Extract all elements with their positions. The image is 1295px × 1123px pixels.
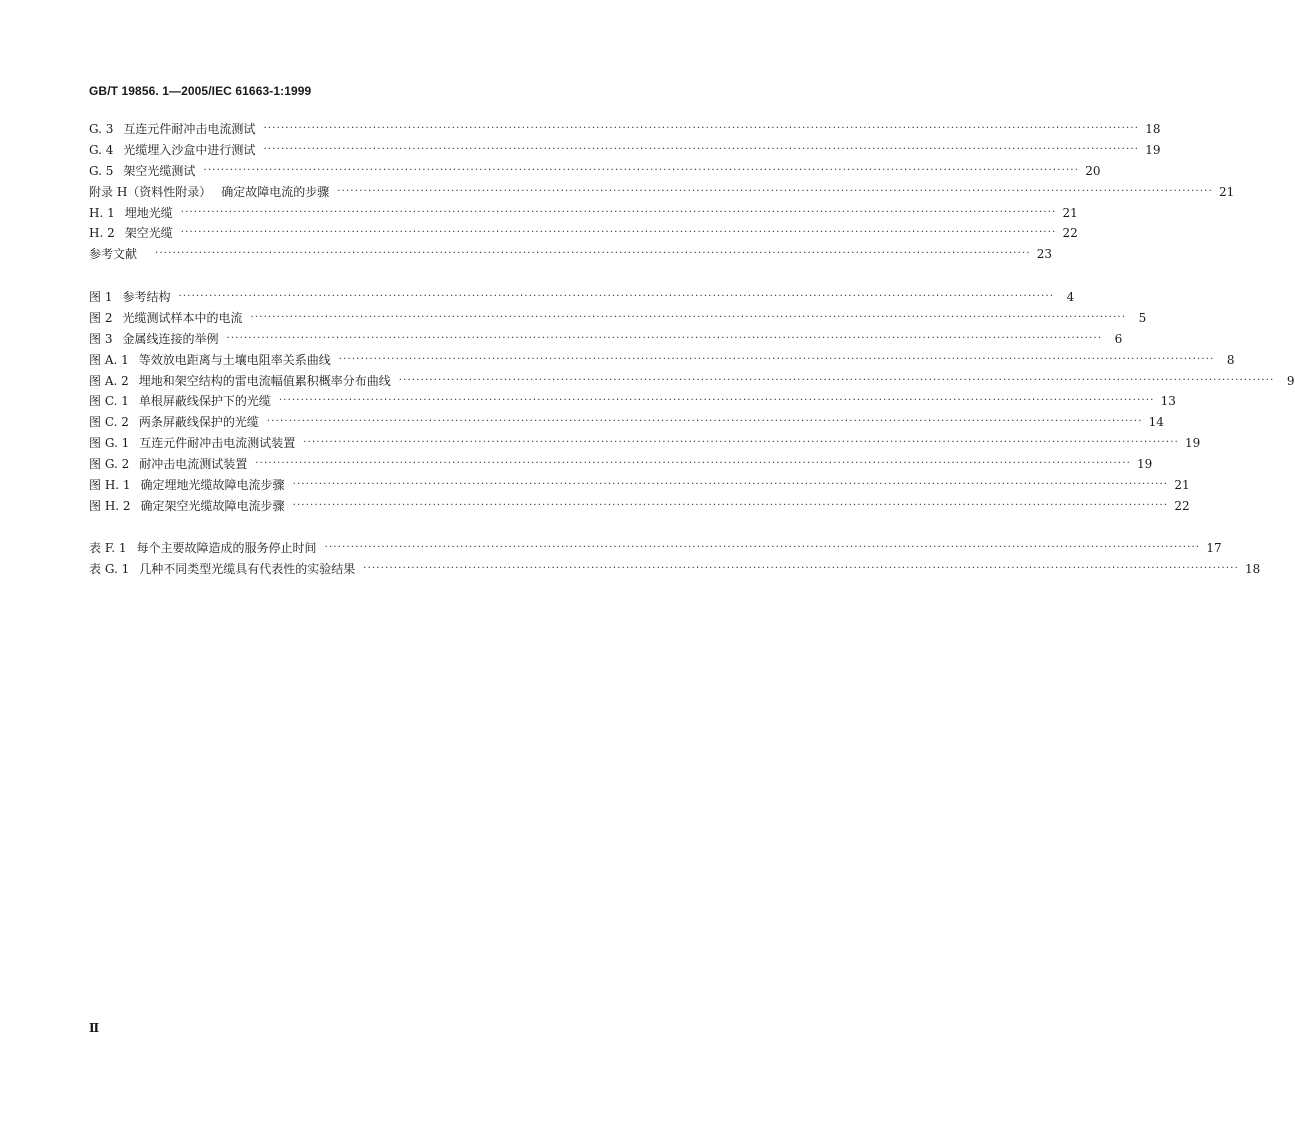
toc-entry[interactable]: [89, 475, 1190, 496]
toc-leader-dots: ········································································································································································································: [363, 562, 1240, 574]
toc-entry[interactable]: [89, 182, 1235, 203]
toc-entry[interactable]: [89, 287, 1075, 308]
toc-leader-dots: ········································································································································································································: [226, 332, 1103, 344]
toc-entry-label: [89, 538, 317, 559]
toc-entry-title: 互连元件耐冲击电流测试装置: [139, 436, 296, 451]
toc-entry-title: 架空光缆测试: [123, 163, 196, 178]
toc-entry-number: 图 2: [89, 310, 113, 325]
toc-entry-title: 埋地和架空结构的雷电流幅值累积概率分布曲线: [138, 373, 391, 388]
toc-entry-title: 确定埋地光缆故障电流步骤: [140, 478, 285, 493]
toc-entry[interactable]: [89, 244, 1053, 265]
toc-entry-label: [89, 161, 195, 182]
toc-entry-title: 参考结构: [122, 290, 171, 304]
toc-entry-page: 18: [1145, 122, 1161, 136]
toc-entry[interactable]: [89, 433, 1201, 454]
toc-entry[interactable]: [89, 223, 1078, 244]
toc-leader-dots: ········································································································································································································: [292, 499, 1169, 511]
toc-entry[interactable]: [89, 412, 1164, 433]
toc-entry[interactable]: [89, 496, 1190, 517]
toc-section-tables: [89, 538, 1261, 580]
toc-leader-dots: ········································································································································································································: [337, 185, 1214, 197]
toc-entry-page: 19: [1137, 457, 1153, 472]
toc-entry-title: 每个主要故障造成的服务停止时间: [136, 541, 317, 555]
toc-entry-title: 互连元件耐冲击电流测试: [123, 122, 256, 136]
toc-leader-dots: ········································································································································································································: [155, 248, 1031, 260]
toc-entry-number: H. 2: [89, 226, 115, 241]
toc-entry-number: G. 3: [89, 122, 114, 136]
toc-entry-label: [89, 391, 271, 412]
toc-entry-page: 17: [1206, 541, 1222, 555]
toc-entry-page: 21: [1062, 205, 1078, 220]
toc-entry-page: 21: [1174, 478, 1190, 493]
toc-entry-number: 图 A. 1: [89, 352, 129, 367]
toc-entry-number: 图 G. 1: [89, 436, 130, 451]
toc-entry-number: 图 G. 2: [89, 457, 130, 472]
toc-entry-number: 表 F. 1: [89, 541, 127, 555]
toc-entry-number: G. 5: [89, 163, 114, 178]
toc-entry-title: 等效放电距离与土壤电阻率关系曲线: [138, 352, 331, 367]
toc-entry-title: 几种不同类型光缆具有代表性的实验结果: [139, 561, 356, 576]
toc-entry-title: 确定架空光缆故障电流步骤: [140, 498, 285, 513]
toc-leader-dots: ········································································································································································································: [398, 374, 1275, 386]
toc-leader-dots: ········································································································································································································: [324, 542, 1201, 553]
toc-entry-label: [89, 329, 218, 350]
toc-leader-dots: ········································································································································································································: [250, 311, 1127, 323]
toc-entry-title: 光缆埋入沙盒中进行测试: [123, 142, 256, 157]
toc-entry-label: [89, 203, 173, 224]
toc-entry[interactable]: [89, 308, 1147, 329]
toc-entry[interactable]: [89, 350, 1235, 371]
toc-leader-dots: ········································································································································································································: [303, 437, 1180, 449]
toc-entry-title: 金属线连接的举例: [122, 331, 219, 346]
toc-entry-number: H. 1: [89, 205, 115, 220]
toc-entry-title: 埋地光缆: [124, 205, 173, 220]
toc-entry-label: [89, 119, 255, 140]
toc-entry-page: 19: [1185, 436, 1201, 451]
toc-entry-label: [89, 308, 242, 329]
toc-entry-page: 6: [1114, 331, 1123, 346]
toc-entry-page: 9: [1286, 373, 1295, 388]
toc-entry-page: 23: [1036, 247, 1053, 262]
toc-section-contents: [89, 119, 1235, 265]
toc-entry-title: 光缆测试样本中的电流: [122, 310, 243, 325]
toc-entry[interactable]: [89, 391, 1176, 412]
toc-entry[interactable]: [89, 559, 1261, 580]
toc-entry[interactable]: [89, 140, 1161, 161]
document-header: GB/T 19856. 1—2005/IEC 61663-1:1999: [89, 84, 312, 98]
toc-entry-page: 4: [1066, 290, 1075, 304]
toc-entry-label: [89, 475, 285, 496]
toc-entry-page: 8: [1226, 352, 1235, 367]
toc-entry[interactable]: [89, 203, 1078, 224]
toc-entry-title: 架空光缆: [124, 226, 173, 241]
toc-entry-page: 20: [1085, 163, 1101, 178]
toc-entry-number: 图 C. 1: [89, 394, 129, 409]
toc-leader-dots: ········································································································································································································: [266, 416, 1143, 428]
toc-leader-dots: ········································································································································································································: [292, 479, 1169, 491]
toc-leader-dots: ········································································································································································································: [255, 458, 1132, 470]
toc-leader-dots: ········································································································································································································: [338, 353, 1215, 365]
toc-entry-title: 确定故障电流的步骤: [221, 184, 330, 199]
toc-entry-page: 19: [1145, 142, 1161, 157]
toc-entry-label: [89, 244, 147, 265]
toc-leader-dots: ········································································································································································································: [278, 395, 1155, 407]
toc-entry-label: [89, 454, 247, 475]
toc-entry-number: 参考文献: [89, 247, 138, 262]
toc-entry-page: 22: [1062, 226, 1078, 241]
toc-entry-page: 13: [1160, 394, 1176, 409]
toc-entry-title: 两条屏蔽线保护的光缆: [138, 415, 259, 430]
toc-entry-number: 图 H. 2: [89, 498, 131, 513]
toc-entry-label: [89, 433, 295, 454]
toc-entry-page: 22: [1174, 498, 1190, 513]
toc-entry-number: 表 G. 1: [89, 561, 130, 576]
toc-entry-label: [89, 371, 391, 392]
toc-entry[interactable]: [89, 454, 1153, 475]
toc-entry-page: 21: [1219, 184, 1235, 199]
toc-entry-label: [89, 412, 259, 433]
toc-entry-label: [89, 140, 255, 161]
toc-entry-page: 18: [1245, 561, 1261, 576]
toc-entry[interactable]: [89, 161, 1101, 182]
toc-leader-dots: ········································································································································································································: [203, 164, 1080, 176]
page-number: Ⅱ: [89, 1021, 100, 1035]
toc-entry-number: 图 C. 2: [89, 415, 129, 430]
toc-entry-number: 图 H. 1: [89, 478, 131, 493]
toc-entry[interactable]: [89, 329, 1123, 350]
toc-entry-number: 图 A. 2: [89, 373, 129, 388]
toc-entry-number: 图 1: [89, 290, 113, 304]
toc-entry-label: [89, 223, 173, 244]
toc-leader-dots: ········································································································································································································: [263, 143, 1140, 155]
toc-leader-dots: ········································································································································································································: [180, 227, 1057, 239]
toc-leader-dots: ········································································································································································································: [180, 206, 1057, 218]
toc-leader-dots: ········································································································································································································: [263, 123, 1140, 134]
toc-entry-label: [89, 496, 285, 517]
toc-entry-page: 14: [1148, 415, 1164, 430]
toc-entry[interactable]: [89, 371, 1295, 392]
toc-section-figures: [89, 287, 1295, 517]
toc-entry-number: 图 3: [89, 331, 113, 346]
toc-entry-label: [89, 182, 329, 203]
toc-entry-number: G. 4: [89, 142, 114, 157]
toc-entry-page: 5: [1138, 310, 1147, 325]
toc-entry[interactable]: [89, 119, 1161, 140]
toc-entry-label: [89, 287, 170, 308]
toc-entry-number: 附录 H（资料性附录）: [89, 184, 212, 199]
toc-entry-title: 耐冲击电流测试装置: [139, 457, 248, 472]
toc-entry-label: [89, 350, 331, 371]
toc-entry[interactable]: [89, 538, 1222, 559]
toc-entry-title: 单根屏蔽线保护下的光缆: [138, 394, 271, 409]
toc-entry-label: [89, 559, 355, 580]
toc-leader-dots: ········································································································································································································: [178, 291, 1055, 302]
